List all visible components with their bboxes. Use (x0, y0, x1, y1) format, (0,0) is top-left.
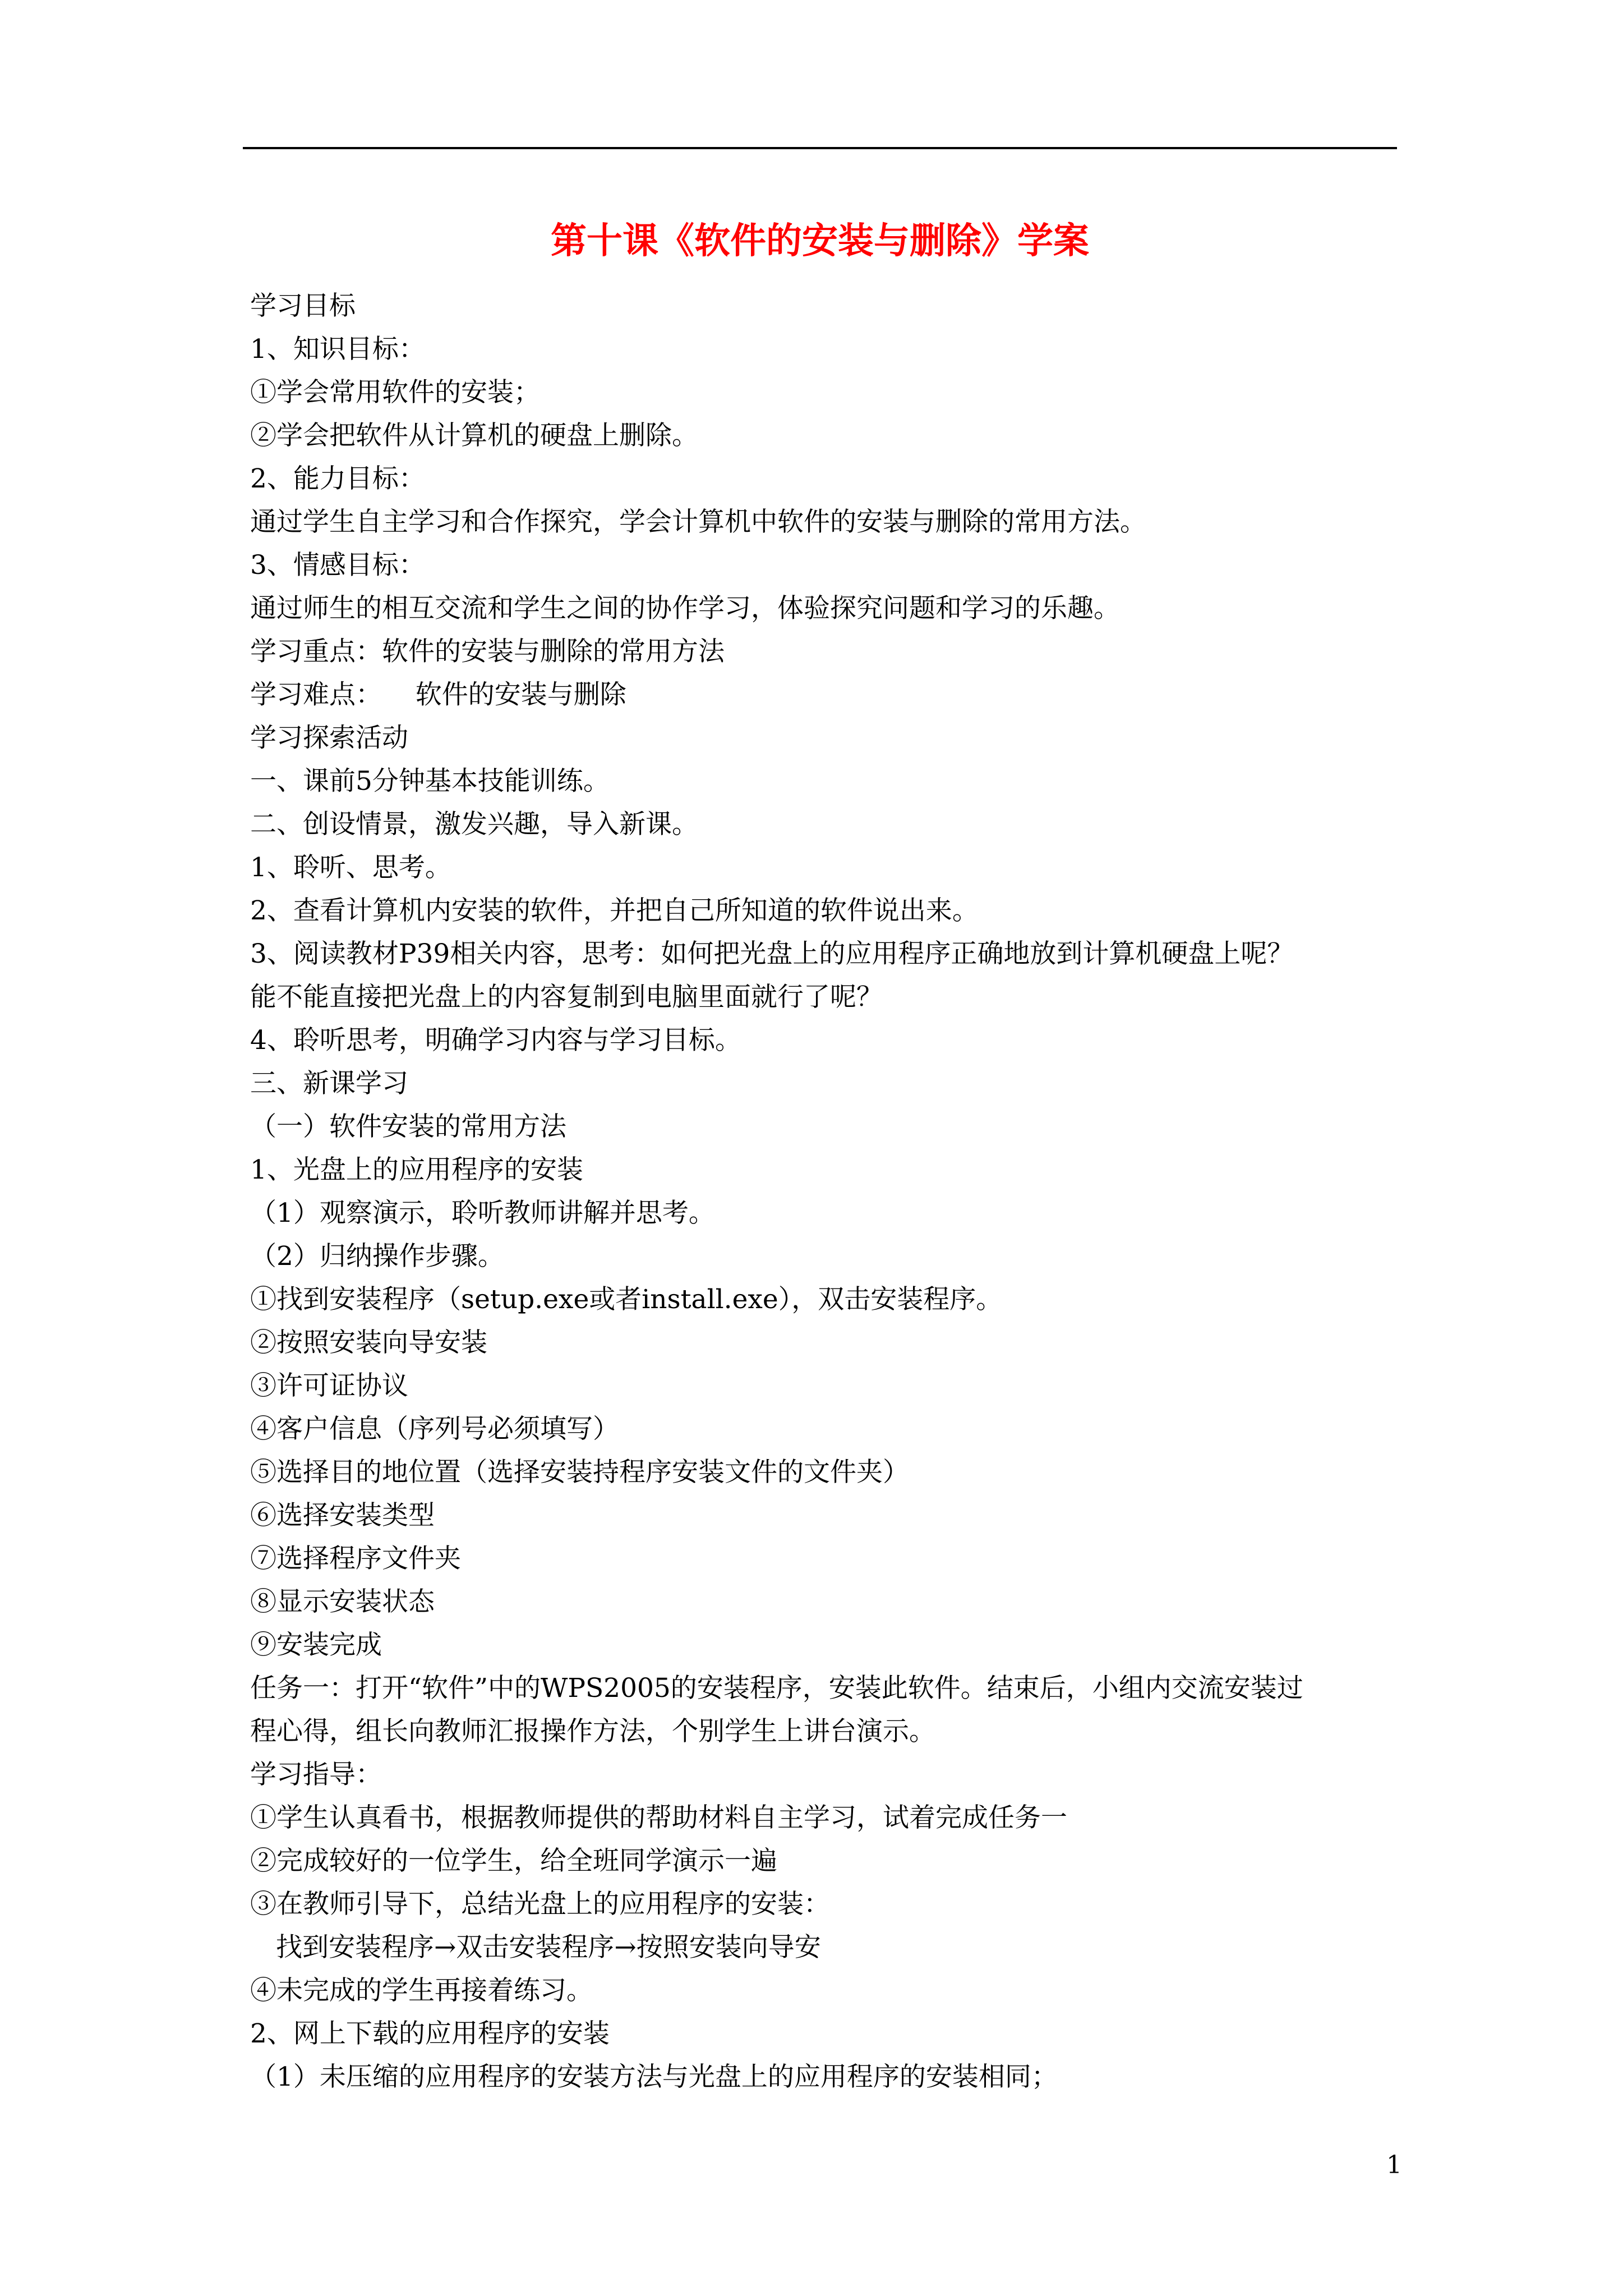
text-line: 二、创设情景，激发兴趣，导入新课。 (250, 809, 698, 840)
text-line: 2、能力目标： (250, 463, 425, 494)
page-number: 1 (1386, 2151, 1402, 2179)
text-line: ④客户信息（序列号必须填写） (250, 1414, 619, 1444)
text-line: ⑥选择安装类型 (250, 1500, 435, 1531)
text-line: （1）未压缩的应用程序的安装方法与光盘上的应用程序的安装相同； (250, 2062, 1058, 2092)
text-line: ①学会常用软件的安装； (250, 377, 540, 408)
text-line: ③许可证协议 (250, 1370, 408, 1401)
text-line: 三、新课学习 (250, 1068, 408, 1099)
text-line: 任务一：打开“软件”中的WPS2005的安装程序，安装此软件。结束后，小组内交流安装过 (250, 1673, 1303, 1704)
text-line: 学习难点： 软件的安装与删除 (250, 679, 626, 710)
text-line: ②按照安装向导安装 (250, 1327, 487, 1358)
text-line: ⑦选择程序文件夹 (250, 1543, 461, 1574)
text-line: 2、网上下载的应用程序的安装 (250, 2018, 610, 2049)
text-line: 通过学生自主学习和合作探究，学会计算机中软件的安装与删除的常用方法。 (250, 507, 1146, 537)
text-line: （2）归纳操作步骤。 (250, 1241, 504, 1272)
text-line: （一）软件安装的常用方法 (250, 1111, 566, 1142)
text-line: 3、情感目标： (250, 550, 425, 581)
text-line: ②学会把软件从计算机的硬盘上删除。 (250, 420, 698, 451)
text-line: 1、光盘上的应用程序的安装 (250, 1154, 583, 1185)
text-line: 1、聆听、思考。 (250, 852, 451, 883)
text-line: 学习指导： (250, 1759, 382, 1790)
text-line: ①找到安装程序（setup.exe或者install.exe），双击安装程序。 (250, 1284, 1003, 1315)
text-line: 4、聆听思考，明确学习内容与学习目标。 (250, 1025, 741, 1056)
text-line: ⑨安装完成 (250, 1630, 382, 1660)
text-line: 能不能直接把光盘上的内容复制到电脑里面就行了呢？ (250, 982, 883, 1013)
document-body (250, 284, 1405, 2099)
text-line: （1）观察演示，聆听教师讲解并思考。 (250, 1198, 715, 1228)
text-line: 2、查看计算机内安装的软件，并把自己所知道的软件说出来。 (250, 895, 979, 926)
text-line: 程心得，组长向教师汇报操作方法，个别学生上讲台演示。 (250, 1716, 935, 1747)
text-line: 1、知识目标： (250, 334, 425, 365)
text-line: ④未完成的学生再接着练习。 (250, 1975, 593, 2006)
document-title: 第十课《软件的安装与删除》学案 (551, 220, 1089, 262)
text-line: ①学生认真看书，根据教师提供的帮助材料自主学习，试着完成任务一 (250, 1802, 1067, 1833)
text-line: 学习目标 (250, 291, 356, 321)
text-line: ⑤选择目的地位置（选择安装持程序安装文件的文件夹） (250, 1457, 909, 1488)
text-line: 学习探索活动 (250, 723, 408, 753)
text-line: 一、课前5分钟基本技能训练。 (250, 766, 610, 797)
text-line: 通过师生的相互交流和学生之间的协作学习，体验探究问题和学习的乐趣。 (250, 593, 1120, 624)
text-line: 3、阅读教材P39相关内容，思考：如何把光盘上的应用程序正确地放到计算机硬盘上呢？ (250, 938, 1294, 969)
text-line: 找到安装程序→双击安装程序→按照安装向导安 (276, 1932, 821, 1963)
text-line: 学习重点：软件的安装与删除的常用方法 (250, 636, 725, 667)
text-line: ⑧显示安装状态 (250, 1586, 435, 1617)
text-line: ③在教师引导下，总结光盘上的应用程序的安装： (250, 1889, 830, 1920)
header-rule (243, 147, 1397, 149)
text-line: ②完成较好的一位学生，给全班同学演示一遍 (250, 1846, 777, 1876)
